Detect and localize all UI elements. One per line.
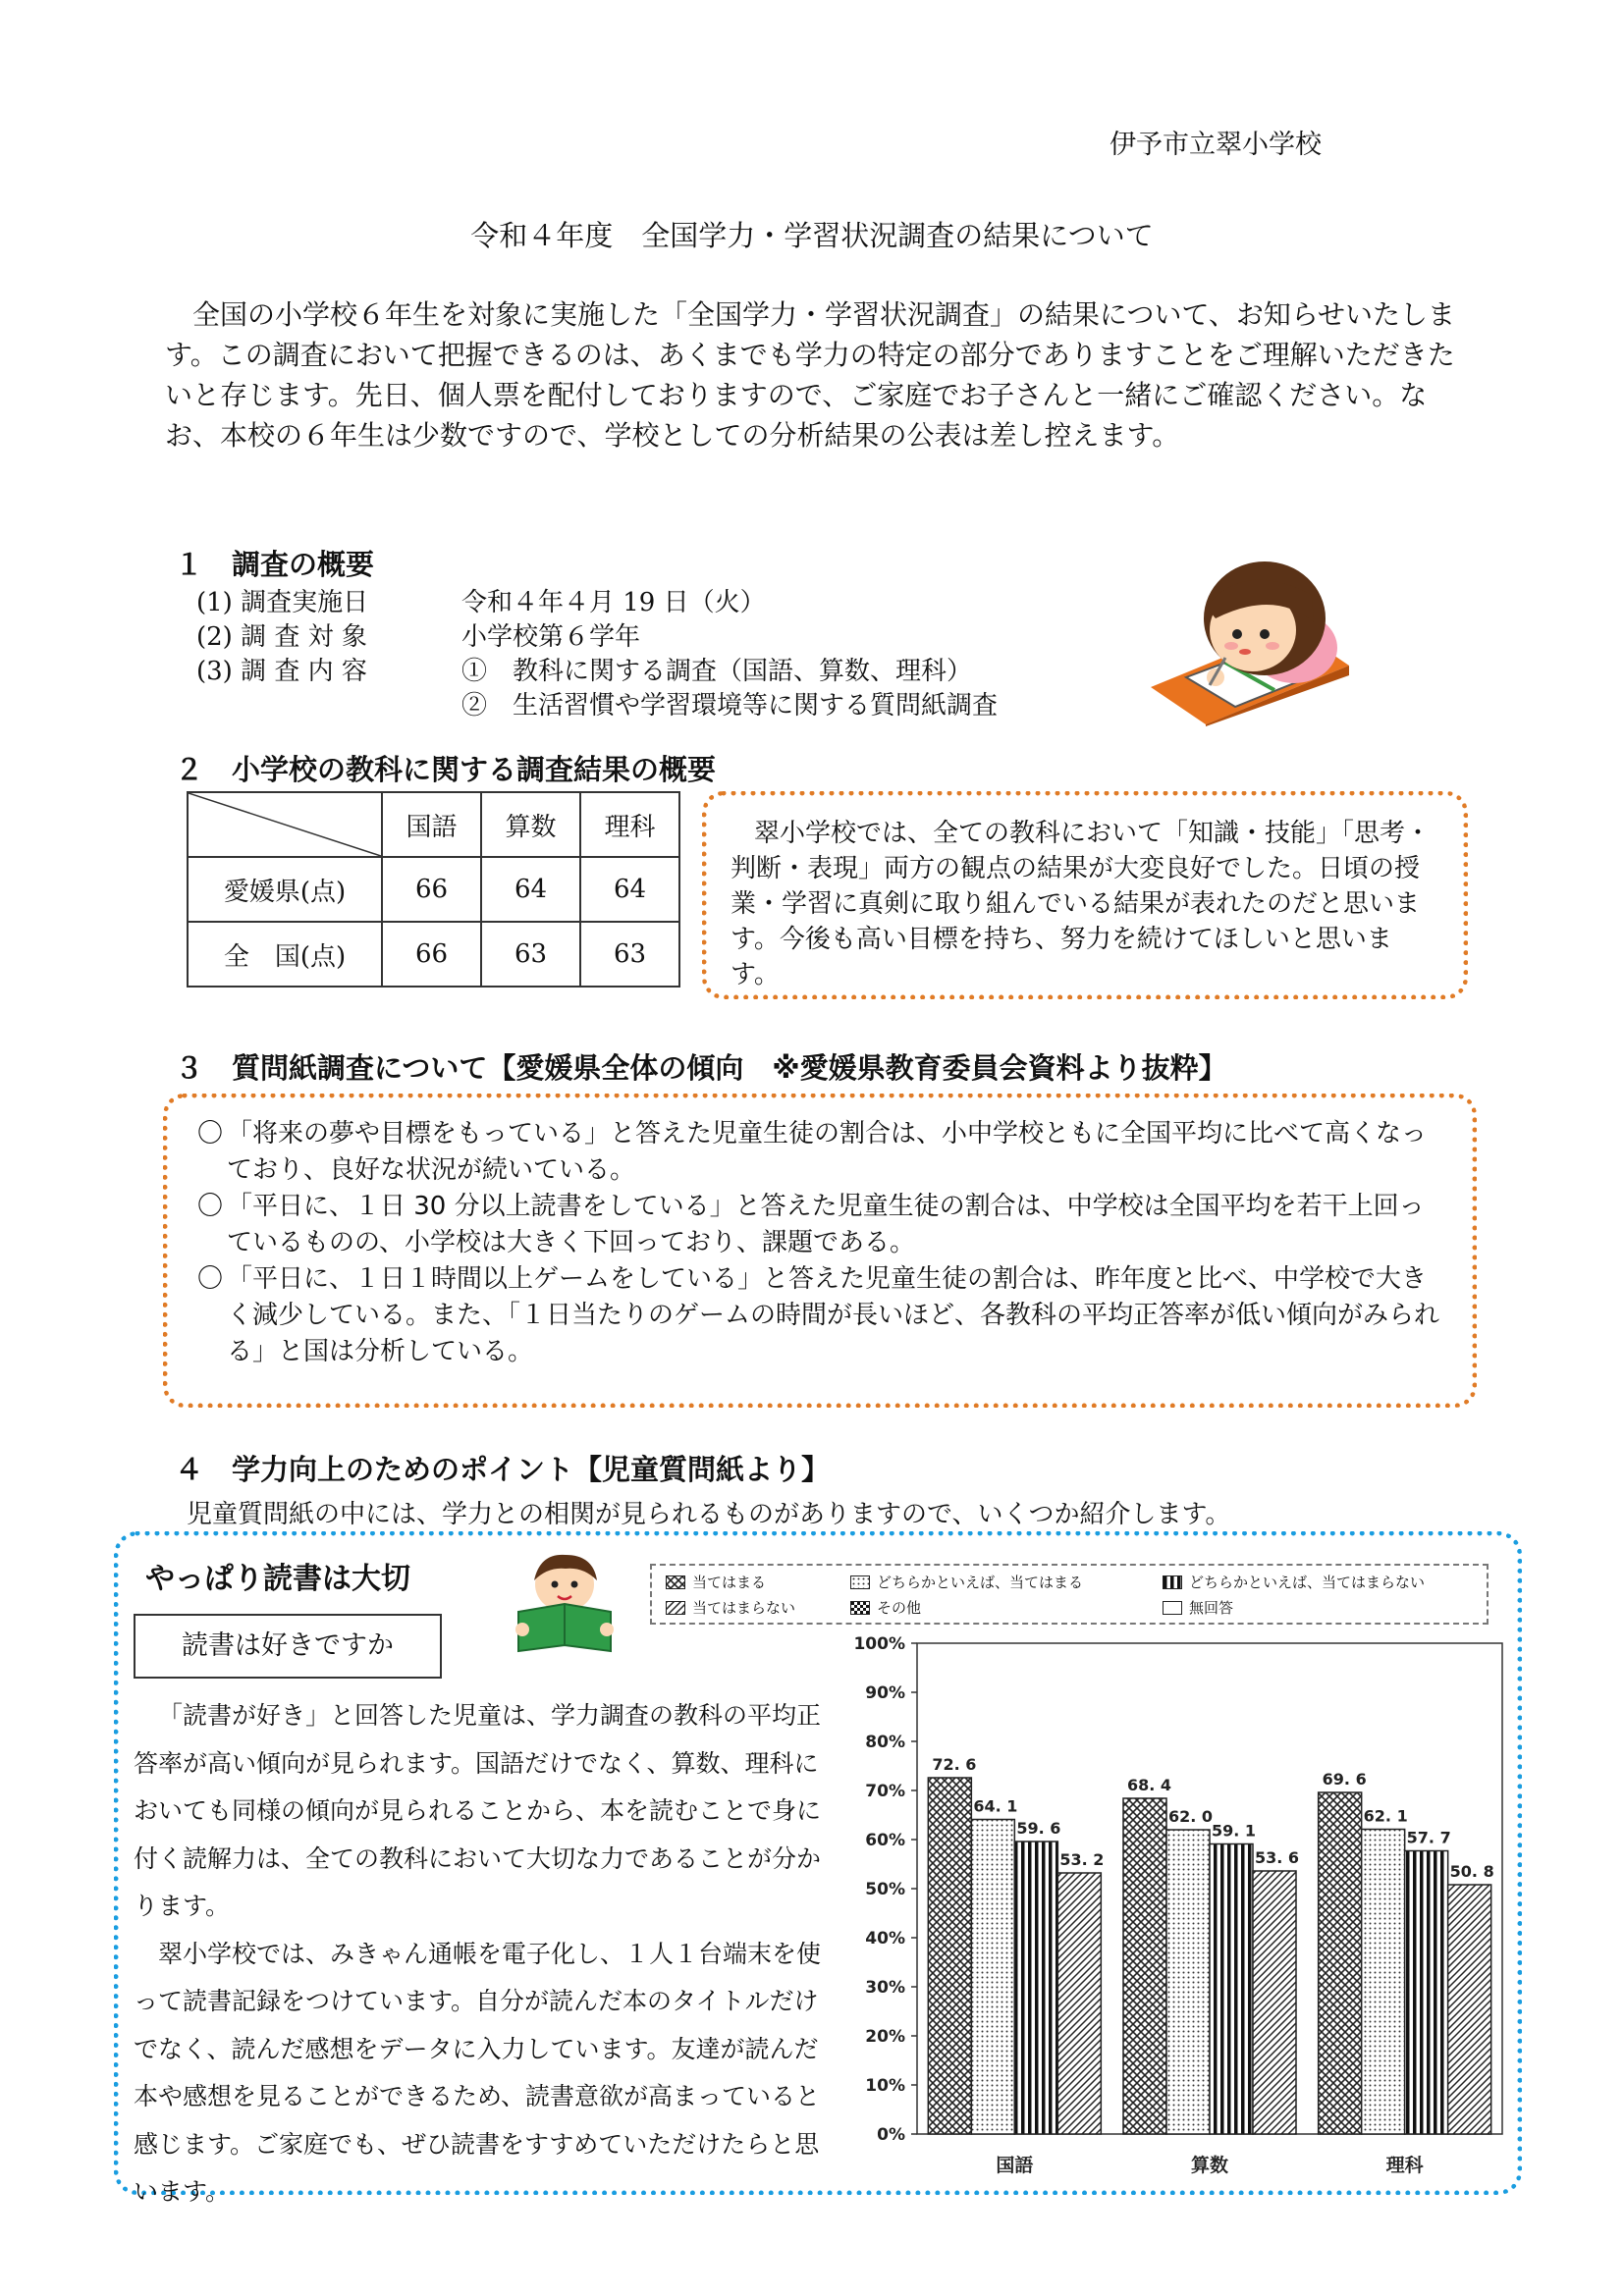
row-label: 愛媛県(点) bbox=[188, 857, 382, 922]
results-comment-box bbox=[702, 791, 1468, 999]
data-label: 50. 8 bbox=[1449, 1862, 1494, 1881]
table-header: 算数 bbox=[481, 792, 580, 857]
y-tick-label: 20% bbox=[865, 2027, 905, 2047]
y-tick-label: 50% bbox=[865, 1880, 905, 1899]
page-title: 令和４年度 全国学力・学習状況調査の結果について bbox=[470, 219, 1154, 252]
circle-bullet-icon: 〇 bbox=[197, 1119, 224, 1148]
section4-heading: ４ 学力向上のためのポイント【児童質問紙より】 bbox=[175, 1453, 831, 1486]
question-box: 読書は好きですか bbox=[134, 1614, 442, 1679]
circle-bullet-icon: 〇 bbox=[197, 1192, 224, 1221]
section2-heading: ２ 小学校の教科に関する調査結果の概要 bbox=[175, 753, 717, 786]
table-cell: 63 bbox=[481, 922, 580, 987]
section4-subtitle: 児童質問紙の中には、学力との相関が見られるものがありますので、いくつか紹介します。 bbox=[187, 1500, 1231, 1529]
overview-list bbox=[196, 586, 1139, 723]
data-label: 62. 0 bbox=[1168, 1807, 1214, 1826]
data-label: 53. 6 bbox=[1255, 1848, 1300, 1867]
y-tick-label: 100% bbox=[853, 1634, 905, 1654]
data-label: 57. 7 bbox=[1406, 1828, 1451, 1847]
bar bbox=[1448, 1885, 1491, 2134]
student-studying-illustration bbox=[1147, 550, 1353, 726]
boy-reading-book-illustration bbox=[511, 1551, 619, 1653]
chart-legend bbox=[650, 1564, 1489, 1625]
bar bbox=[1253, 1871, 1296, 2134]
list-item bbox=[197, 1116, 1444, 1189]
data-label: 53. 2 bbox=[1059, 1850, 1105, 1869]
y-tick-label: 90% bbox=[865, 1683, 905, 1703]
data-label: 64. 1 bbox=[973, 1796, 1018, 1816]
bar bbox=[1319, 1792, 1362, 2134]
school-name: 伊予市立翠小学校 bbox=[1110, 130, 1322, 160]
bar bbox=[971, 1820, 1014, 2135]
reading-scores-bar-chart bbox=[842, 1631, 1510, 2181]
table-cell: 66 bbox=[382, 857, 481, 922]
survey-trends-box bbox=[163, 1094, 1477, 1408]
y-tick-label: 30% bbox=[865, 1978, 905, 1998]
bar bbox=[1210, 1844, 1253, 2135]
bar bbox=[1405, 1851, 1448, 2135]
table-header: 国語 bbox=[382, 792, 481, 857]
results-comment: 翠小学校では、全ての教科において「知識・技能」「思考・判断・表現」両方の観点の結果が大変良好でした。日頃の授業・学習に真剣に取り組んでいる結果が表れたのだと思います。今後も高い目標を持ち、努力を続けてほしいと思います。 bbox=[731, 819, 1432, 989]
overview-key: (3) 調 査 内 容 bbox=[196, 657, 367, 686]
overview-row bbox=[196, 586, 1139, 620]
data-label: 62. 1 bbox=[1363, 1806, 1408, 1826]
y-tick-label: 60% bbox=[865, 1831, 905, 1850]
legend-label: その他 bbox=[877, 1599, 922, 1617]
legend-item bbox=[1163, 1572, 1425, 1592]
bullet-text: 「平日に、１日 30 分以上読書をしている」と答えた児童生徒の割合は、中学校は全国平均を若干上回っているものの、小学校は大きく下回っており、課題である。 bbox=[227, 1192, 1425, 1257]
legend-item bbox=[850, 1572, 1083, 1592]
bullet-text: 「平日に、１日１時間以上ゲームをしている」と答えた児童生徒の割合は、昨年度と比べ、中学校で大きく減少している。また、「１日当たりのゲームの時間が長いほど、各教科の平均正答率が低い傾向がみられる」と国は分析している。 bbox=[227, 1264, 1440, 1366]
legend-item bbox=[666, 1597, 795, 1618]
table-cell: 64 bbox=[481, 857, 580, 922]
x-tick-label: 算数 bbox=[1190, 2155, 1229, 2176]
bar bbox=[1014, 1842, 1057, 2134]
table-cell: 64 bbox=[580, 857, 679, 922]
table-header: 理科 bbox=[580, 792, 679, 857]
legend-label: 当てはまらない bbox=[692, 1599, 796, 1617]
list-item bbox=[197, 1189, 1444, 1261]
overview-value: ① 教科に関する調査（国語、算数、理科） bbox=[461, 657, 973, 686]
legend-swatch-diag bbox=[666, 1601, 685, 1615]
overview-row bbox=[196, 655, 1139, 689]
legend-item bbox=[850, 1597, 921, 1618]
overview-key: (1) 調査実施日 bbox=[196, 588, 369, 617]
legend-label: 無回答 bbox=[1189, 1599, 1234, 1617]
legend-swatch-blank bbox=[1163, 1601, 1182, 1615]
table-corner-cell bbox=[188, 792, 382, 857]
y-tick-label: 70% bbox=[865, 1782, 905, 1801]
y-tick-label: 40% bbox=[865, 1929, 905, 1949]
data-label: 59. 1 bbox=[1212, 1821, 1257, 1841]
legend-item bbox=[666, 1572, 766, 1592]
overview-value: ② 生活習慣や学習環境等に関する質問紙調査 bbox=[461, 691, 999, 721]
reading-paragraph: 「読書が好き」と回答した児童は、学力調査の教科の平均正答率が高い傾向が見られます。国語だけでなく、算数、理科においても同様の傾向が見られることから、本を読むことで身に付く読解力は、全ての教科において大切な力であることが分かります。 bbox=[134, 1701, 822, 1920]
y-tick-label: 0% bbox=[877, 2125, 905, 2145]
table-cell: 63 bbox=[580, 922, 679, 987]
table-row bbox=[188, 922, 679, 987]
bullet-text: 「将来の夢や目標をもっている」と答えた児童生徒の割合は、小中学校ともに全国平均に比べて高くなっており、良好な状況が続いている。 bbox=[227, 1119, 1428, 1185]
section3-heading: ３ 質問紙調査について【愛媛県全体の傾向 ※愛媛県教育委員会資料より抜粋】 bbox=[175, 1051, 1227, 1085]
table-cell: 66 bbox=[382, 922, 481, 987]
bar bbox=[928, 1778, 971, 2134]
circle-bullet-icon: 〇 bbox=[197, 1264, 224, 1294]
results-table bbox=[187, 791, 680, 988]
y-tick-label: 80% bbox=[865, 1733, 905, 1752]
legend-swatch-checker bbox=[850, 1601, 870, 1615]
overview-key: (2) 調 査 対 象 bbox=[196, 622, 367, 652]
results-table-wrap bbox=[187, 791, 680, 988]
legend-swatch-dots bbox=[850, 1575, 870, 1589]
x-tick-label: 理科 bbox=[1385, 2155, 1424, 2176]
table-row bbox=[188, 857, 679, 922]
overview-row bbox=[196, 689, 1139, 723]
overview-value: 令和４年４月 19 日（火） bbox=[461, 588, 766, 617]
overview-value: 小学校第６学年 bbox=[461, 622, 641, 652]
data-label: 59. 6 bbox=[1016, 1819, 1061, 1838]
legend-swatch-vlines bbox=[1163, 1575, 1182, 1589]
bar bbox=[1123, 1798, 1166, 2134]
corner-diagonal bbox=[189, 793, 381, 856]
row-label: 全 国(点) bbox=[188, 922, 382, 987]
legend-item bbox=[1163, 1597, 1233, 1618]
section1-heading: １ 調査の概要 bbox=[175, 548, 375, 581]
legend-label: どちらかといえば、当てはまる bbox=[877, 1574, 1084, 1591]
overview-row bbox=[196, 620, 1139, 655]
intro-paragraph: 全国の小学校６年生を対象に実施した「全国学力・学習状況調査」の結果について、お知らせいたします。この調査において把握できるのは、あくまでも学力の特定の部分でありますことをご理解いただきたいと存じます。先日、個人票を配付しておりますので、ご家庭でお子さんと一緒にご確認ください。なお、本校の６年生は少数ですので、学校としての分析結果の公表は差し控えます。 bbox=[165, 298, 1456, 452]
table-header-row bbox=[188, 792, 679, 857]
reading-paragraph: 翠小学校では、みきゃん通帳を電子化し、１人１台端末を使って読書記録をつけています。自分が読んだ本のタイトルだけでなく、読んだ感想をデータに入力しています。友達が読んだ本や感想を見ることができるため、読書意欲が高まっていると感じます。ご家庭でも、ぜひ読書をすすめていただけたらと思います。 bbox=[134, 1939, 822, 2206]
list-item bbox=[197, 1261, 1444, 1370]
reading-body bbox=[134, 1692, 833, 2216]
y-tick-label: 10% bbox=[865, 2076, 905, 2096]
data-label: 68. 4 bbox=[1127, 1776, 1172, 1794]
legend-label: どちらかといえば、当てはまらない bbox=[1189, 1574, 1426, 1591]
legend-swatch-crosshatch bbox=[666, 1575, 685, 1589]
x-tick-label: 国語 bbox=[996, 2155, 1034, 2176]
data-label: 69. 6 bbox=[1322, 1770, 1367, 1789]
reading-box-title: やっぱり読書は大切 bbox=[145, 1562, 410, 1596]
bar bbox=[1166, 1830, 1210, 2134]
data-label: 72. 6 bbox=[932, 1755, 977, 1774]
bar bbox=[1057, 1873, 1101, 2134]
legend-label: 当てはまる bbox=[692, 1574, 767, 1591]
bar bbox=[1362, 1830, 1405, 2135]
intro-text bbox=[165, 294, 1471, 455]
